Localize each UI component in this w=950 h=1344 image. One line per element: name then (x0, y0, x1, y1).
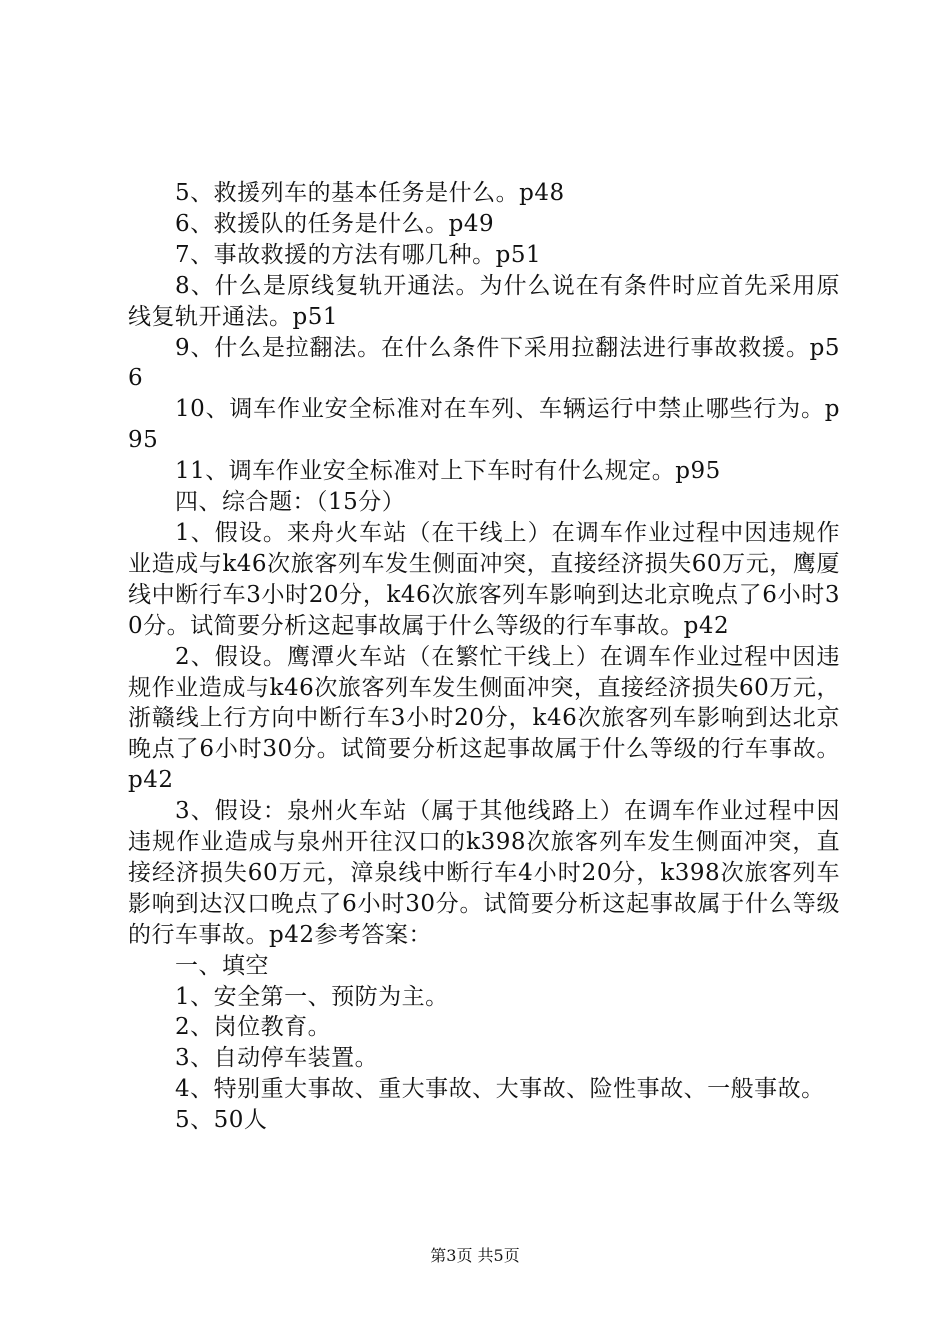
case-question-1: 1、假设。来舟火车站（在干线上）在调车作业过程中因违规作业造成与k46次旅客列车发生侧面冲突，直接经济损失60万元，鹰厦线中断行车3小时20分，k46次旅客列车影响到达北京晚点了6小时30分。试简要分析这起事故属于什么等级的行车事故。p42 (128, 519, 840, 639)
answer-section-heading: 一、填空 (175, 952, 269, 979)
question-5: 5、救援列车的基本任务是什么。p48 (175, 180, 565, 206)
case-question-2: 2、假设。鹰潭火车站（在繁忙干线上）在调车作业过程中因违规作业造成与k46次旅客列车发生侧面冲突，直接经济损失60万元，浙赣线上行方向中断行车3小时20分，k46次旅客列车影响到达北京晚点了6小时30分。试简要分析这起事故属于什么等级的行车事故。p42 (128, 643, 840, 794)
question-9: 9、什么是拉翻法。在什么条件下采用拉翻法进行事故救援。p56 (128, 334, 840, 392)
question-6: 6、救援队的任务是什么。p49 (175, 210, 495, 237)
answer-2: 2、岗位教育。 (175, 1014, 332, 1041)
question-7: 7、事故救援的方法有哪几种。p51 (175, 241, 542, 268)
answer-1: 1、安全第一、预防为主。 (175, 983, 449, 1010)
question-10: 10、调车作业安全标准对在车列、车辆运行中禁止哪些行为。p95 (128, 396, 840, 454)
answer-3: 3、自动停车装置。 (175, 1045, 379, 1072)
answer-4: 4、特别重大事故、重大事故、大事故、险性事故、一般事故。 (175, 1076, 825, 1103)
answer-5: 5、50人 (175, 1107, 268, 1134)
document-body (128, 178, 840, 1136)
section-heading-comprehensive: 四、综合题：（15分） (175, 489, 406, 516)
case-question-3: 3、假设：泉州火车站（属于其他线路上）在调车作业过程中因违规作业造成与泉州开往汉口的k398次旅客列车发生侧面冲突，直接经济损失60万元，漳泉线中断行车4小时20分，k398次旅客列车影响到达汉口晚点了6小时30分。试简要分析这起事故属于什么等级的行车事故。p42参考答案： (128, 798, 840, 948)
page-number-footer: 第3页 共5页 (430, 1246, 520, 1265)
question-8: 8、什么是原线复轨开通法。为什么说在有条件时应首先采用原线复轨开通法。p51 (128, 272, 840, 330)
question-11: 11、调车作业安全标准对上下车时有什么规定。p95 (175, 458, 721, 485)
